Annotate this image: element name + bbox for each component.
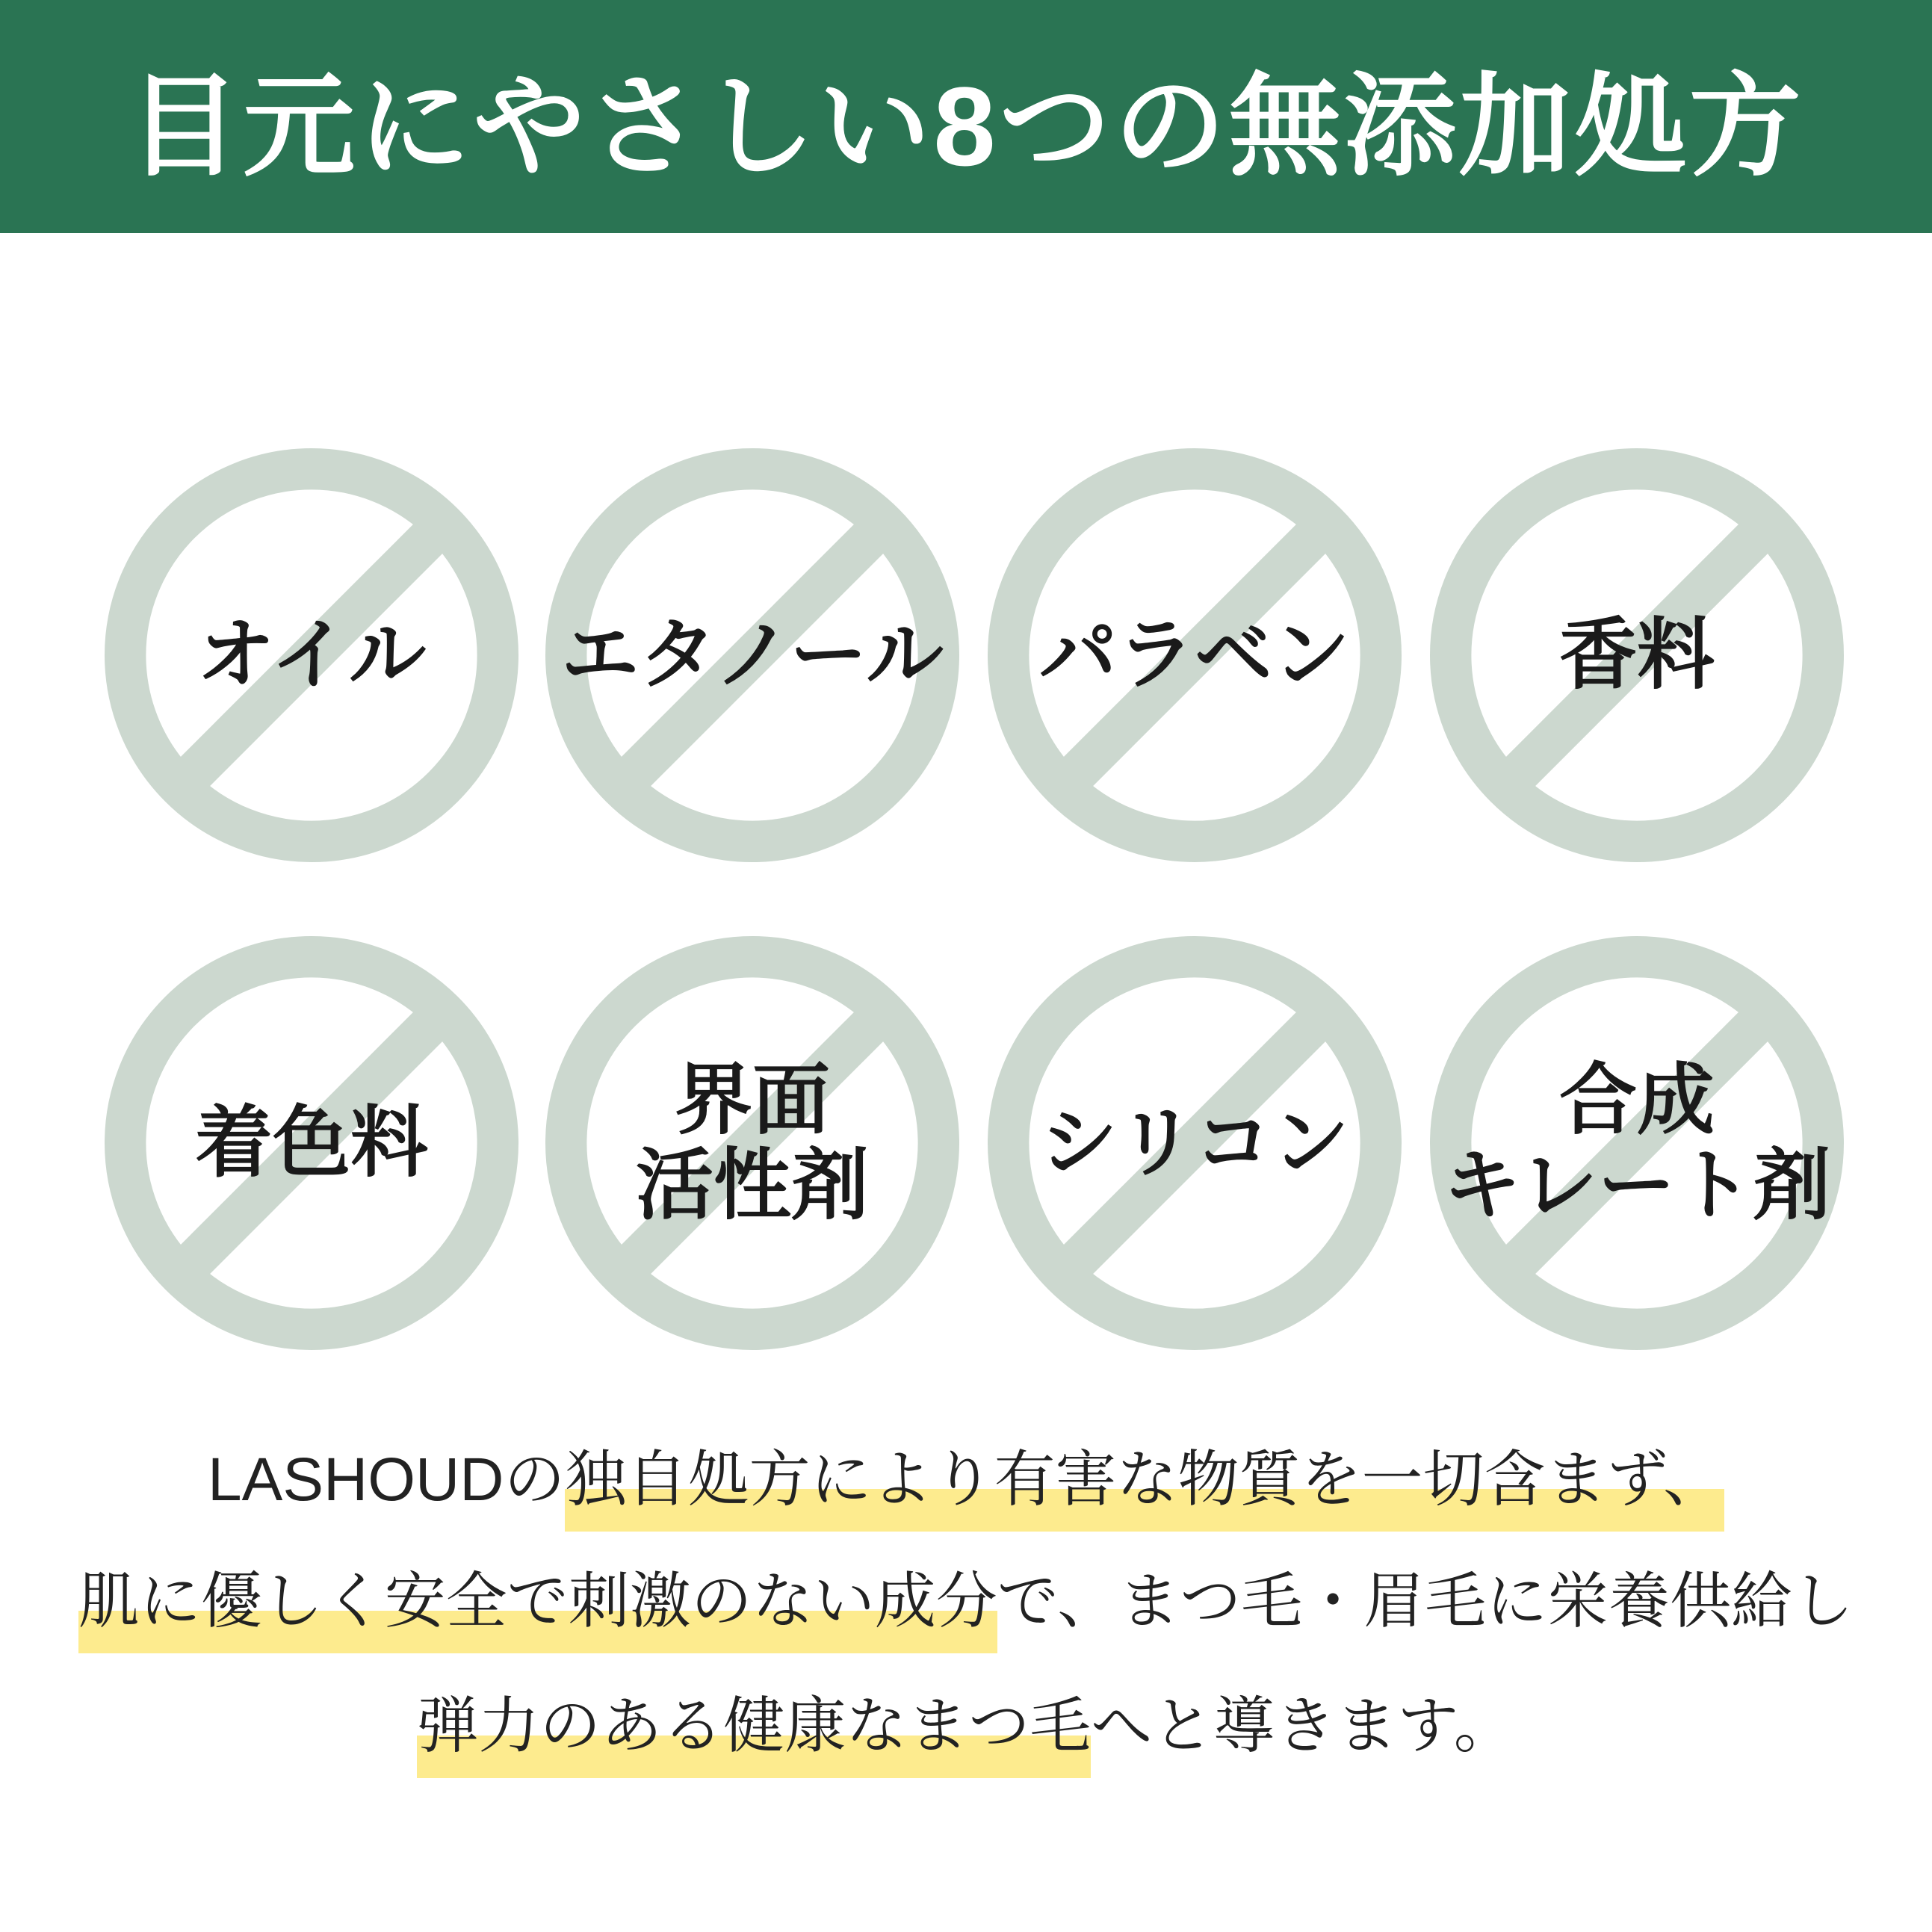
- label-line: 着色料: [194, 1099, 428, 1186]
- label-line: 界面: [674, 1056, 830, 1144]
- paragraph-line: [0, 1442, 1932, 1518]
- label-line: 香料: [1558, 611, 1715, 699]
- prohibited-item-oil: [105, 448, 518, 862]
- paragraph-line: [0, 1688, 1932, 1765]
- paragraph-text: で、まつ毛・眉毛に栄養供給し: [997, 1567, 1854, 1635]
- paragraph-text: LASHOUDの: [208, 1446, 566, 1514]
- paragraph-text: へと導きます。: [1091, 1692, 1515, 1760]
- prohibited-item-label: [1370, 936, 1904, 1350]
- highlighted-text: 弾力のある健康なまつ毛: [417, 1692, 1091, 1778]
- label-line: 活性剤: [635, 1142, 869, 1229]
- page-title: 目元にやさしい8つの無添加処方: [128, 64, 1804, 189]
- prohibited-item-fragrance: [1430, 448, 1844, 862]
- label-line: オイル: [196, 611, 427, 699]
- prohibited-item-ethanol: [545, 448, 959, 862]
- prohibited-item-paraben: [988, 448, 1402, 862]
- label-line: エタノール: [561, 611, 944, 699]
- highlighted-text: 肌に優しく安全で刺激のない成分: [78, 1567, 997, 1653]
- prohibited-item-label: [1370, 448, 1904, 862]
- paragraph-line: [0, 1564, 1932, 1640]
- prohibited-item-silicone: [988, 936, 1402, 1350]
- label-line: パラベン: [1038, 611, 1350, 699]
- label-line: 合成: [1558, 1056, 1715, 1144]
- prohibited-item-chelating-agent: [1430, 936, 1844, 1350]
- label-line: シリコン: [1040, 1099, 1349, 1186]
- label-line: キレート剤: [1443, 1142, 1831, 1229]
- highlighted-text: 独自処方により有害な物質を一切含まず、: [565, 1446, 1724, 1532]
- header-banner: [0, 0, 1932, 233]
- prohibited-item-colorant: [105, 936, 518, 1350]
- prohibited-item-surfactant: [545, 936, 959, 1350]
